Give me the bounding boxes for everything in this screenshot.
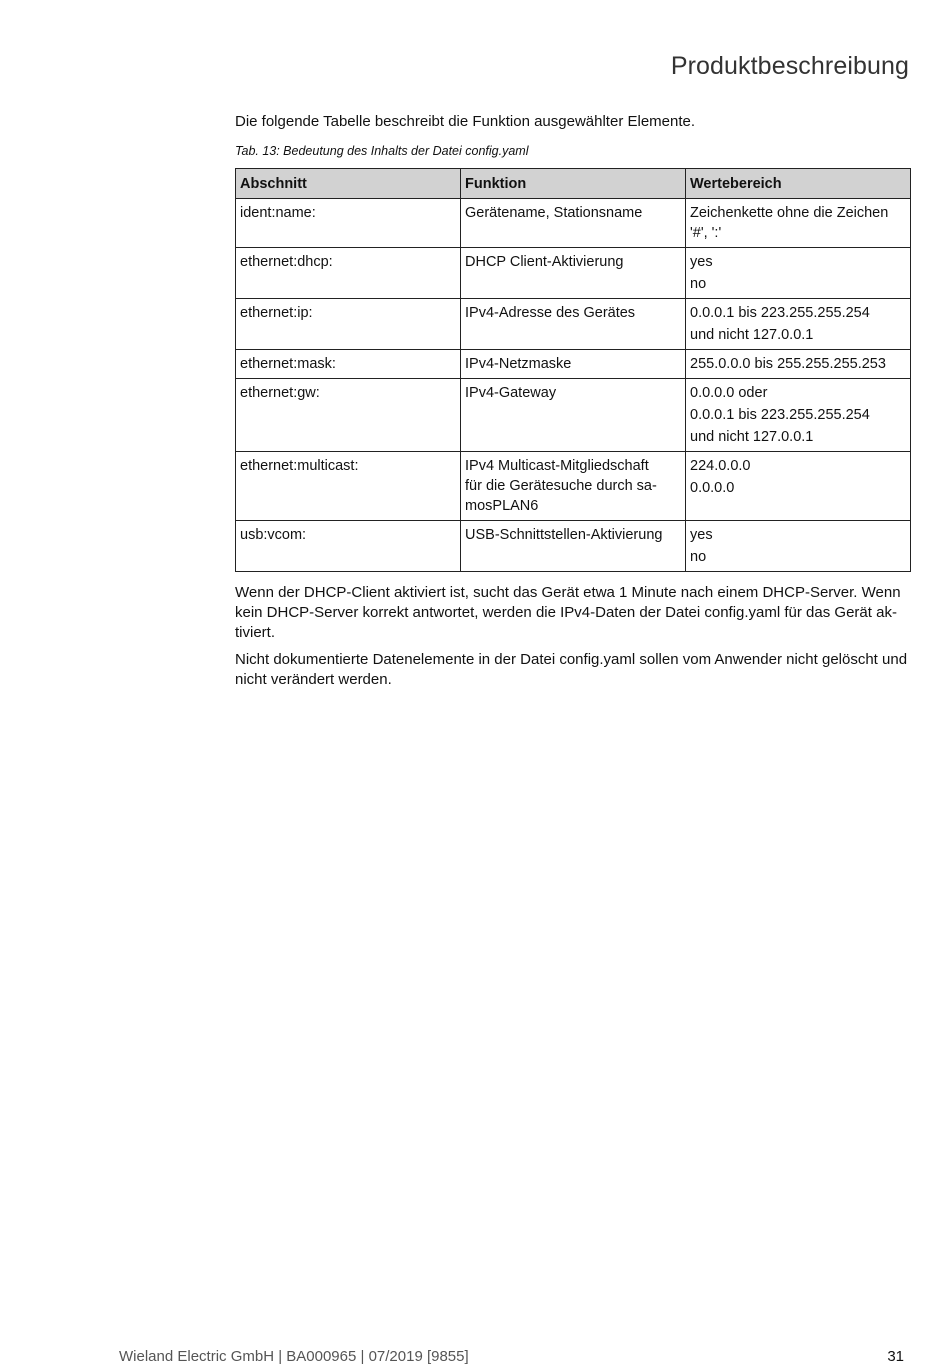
table-row xyxy=(236,521,911,572)
cell-section: ethernet:dhcp: xyxy=(236,248,461,299)
table-row xyxy=(236,379,911,452)
cell-line: IPv4 Multicast-Mitgliedschaft xyxy=(465,458,649,474)
cell-line: IPv4-Gateway xyxy=(465,385,557,401)
cell-line: no xyxy=(690,549,707,565)
cell-range xyxy=(686,350,911,379)
paragraph-undocumented: Nicht dokumentierte Datenelemente in der Datei config.yaml sollen vom Anwender nicht gelöscht und nicht verändert werden. xyxy=(235,651,908,688)
cell-line: 0.0.0.1 bis 223.255.255.254 xyxy=(690,305,870,321)
cell-range xyxy=(686,521,911,572)
cell-function xyxy=(461,350,686,379)
table-caption: Tab. 13: Bedeutung des Inhalts der Datei config.yaml xyxy=(235,144,529,158)
config-table xyxy=(235,168,911,572)
cell-line: 255.0.0.0 bis 255.255.255.253 xyxy=(690,356,886,372)
cell-function xyxy=(461,521,686,572)
cell-line: 0.0.0.0 oder xyxy=(690,385,768,401)
header-funktion: Funktion xyxy=(461,169,686,199)
cell-range xyxy=(686,199,911,248)
table-header-row xyxy=(236,169,911,199)
cell-line: no xyxy=(690,276,707,292)
table-row xyxy=(236,299,911,350)
cell-section: ethernet:multicast: xyxy=(236,452,461,521)
cell-line: Gerätename, Stationsname xyxy=(465,205,643,221)
header-wertebereich: Wertebereich xyxy=(686,169,911,199)
cell-line: Zeichenkette ohne die Zeichen '#', ':' xyxy=(690,205,889,241)
footer-publisher: Wieland Electric GmbH | BA000965 | 07/2019 [9855] xyxy=(119,1348,469,1365)
cell-range xyxy=(686,248,911,299)
cell-function xyxy=(461,299,686,350)
cell-section: ethernet:ip: xyxy=(236,299,461,350)
cell-line: mosPLAN6 xyxy=(465,498,539,514)
page-content xyxy=(235,111,910,697)
body-paragraphs xyxy=(235,583,910,690)
table-row xyxy=(236,248,911,299)
cell-line: yes xyxy=(690,254,713,270)
cell-section: ethernet:mask: xyxy=(236,350,461,379)
cell-line: IPv4-Netzmaske xyxy=(465,356,572,372)
section-title: Produktbeschreibung xyxy=(670,52,909,80)
table-row xyxy=(236,452,911,521)
cell-range xyxy=(686,379,911,452)
cell-line: IPv4-Adresse des Gerätes xyxy=(465,305,636,321)
cell-range xyxy=(686,299,911,350)
intro-text: Die folgende Tabelle beschreibt die Funktion ausgewählter Elemente. xyxy=(235,113,696,130)
table-row xyxy=(236,350,911,379)
cell-line: DHCP Client-Aktivierung xyxy=(465,254,624,270)
cell-line: 0.0.0.1 bis 223.255.255.254 xyxy=(690,407,870,423)
cell-section: ident:name: xyxy=(236,199,461,248)
table-row xyxy=(236,199,911,248)
cell-function xyxy=(461,199,686,248)
cell-line: für die Gerätesuche durch sa- xyxy=(465,478,657,494)
paragraph-dhcp: Wenn der DHCP-Client aktiviert ist, sucht das Gerät etwa 1 Minute nach einem DHCP-Server. Wenn kein DHCP-Server korrekt antwortet, werden die IPv4-Daten der Datei config.yaml für das Gerät aktiviert. xyxy=(235,584,901,641)
cell-function xyxy=(461,248,686,299)
cell-section: usb:vcom: xyxy=(236,521,461,572)
cell-line: USB-Schnittstellen-Aktivierung xyxy=(465,527,663,543)
cell-section: ethernet:gw: xyxy=(236,379,461,452)
cell-line: 0.0.0.0 xyxy=(690,480,735,496)
page-number: 31 xyxy=(887,1348,904,1365)
cell-line: und nicht 127.0.0.1 xyxy=(690,429,814,445)
cell-line: 224.0.0.0 xyxy=(690,458,751,474)
cell-function xyxy=(461,452,686,521)
header-abschnitt: Abschnitt xyxy=(236,169,461,199)
cell-line: yes xyxy=(690,527,713,543)
cell-function xyxy=(461,379,686,452)
cell-range xyxy=(686,452,911,521)
cell-line: und nicht 127.0.0.1 xyxy=(690,327,814,343)
